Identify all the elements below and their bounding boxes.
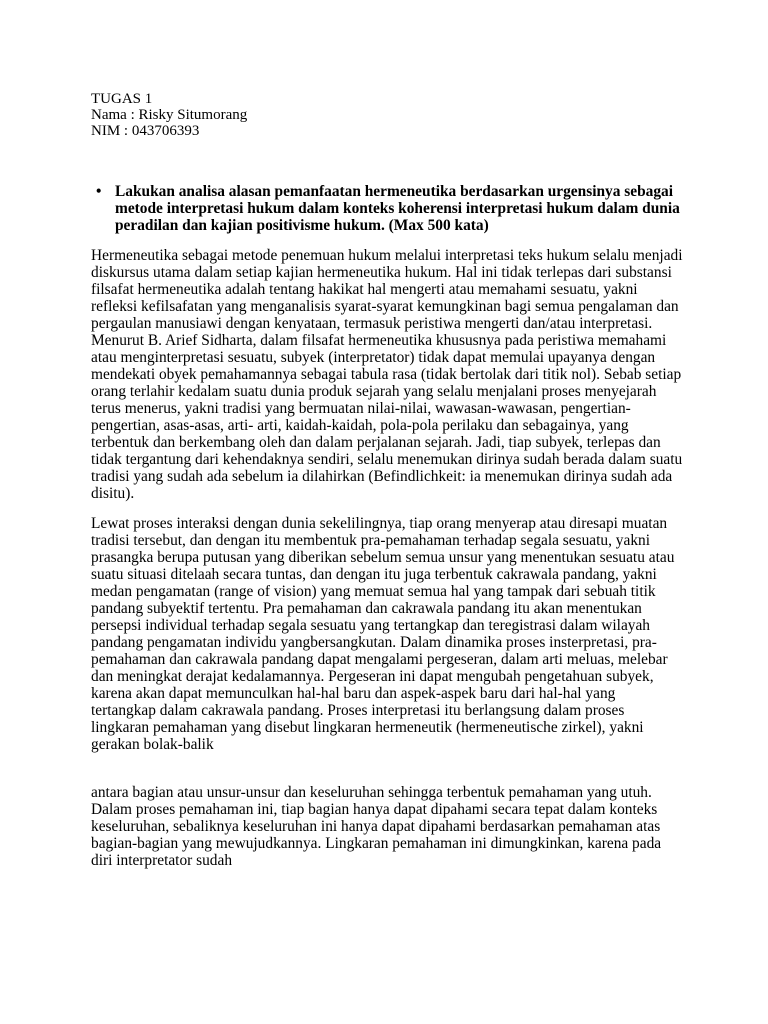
body-paragraph-1: Hermeneutika sebagai metode penemuan hukum melalui interpretasi teks hukum selalu menjadi diskursus utama dalam setiap kajian hermeneutika hukum. Hal ini tidak terlepas dari substansi filsafat hermeneutika adalah tentang hakikat hal mengerti atau memahami sesuatu, yakni refleksi kefilsafatan yang menganalisis syarat-syarat kemungkinan bagi semua pengalaman dan pergaulan manusiawi dengan kenyataan, termasuk peristiwa mengerti dan/atau interpretasi. Menurut B. Arief Sidharta, dalam filsafat hermeneutika khususnya pada peristiwa memahami atau menginterpretasi sesuatu, subyek (interpretator) tidak dapat memulai upayanya dengan mendekati obyek pemahamannya sebagai tabula rasa (tidak bertolak dari titik nol). Sebab setiap orang terlahir kedalam suatu dunia produk sejarah yang selalu menjalani proses menyejarah terus menerus, yakni tradisi yang bermuatan nilai-nilai, wawasan-wawasan, pengertian-pengertian, asas-asas, arti- arti, kaidah-kaidah, pola-pola perilaku dan sebagainya, yang terbentuk dan berkembang oleh dan dalam perjalanan sejarah. Jadi, tiap subyek, terlepas dan tidak tergantung dari kehendaknya sendiri, selalu menemukan dirinya sudah berada dalam suatu tradisi yang sudah ada sebelum ia dilahirkan (Befindlichkeit: ia menemukan dirinya sudah ada disitu).: [91, 247, 683, 502]
body-paragraph-3: antara bagian atau unsur-unsur dan keseluruhan sehingga terbentuk pemahaman yang utuh. Dalam proses pemahaman ini, tiap bagian hanya dapat dipahami secara tepat dalam konteks keseluruhan, sebaliknya keseluruhan ini hanya dapat dipahami berdasarkan pemahaman atas bagian-bagian yang mewujudkannya. Lingkaran pemahaman ini dimungkinkan, karena pada diri interpretator sudah: [91, 784, 662, 869]
question-text: Lakukan analisa alasan pemanfaatan hermeneutika berdasarkan urgensinya sebagai metode interpretasi hukum dalam konteks koherensi interpretasi hukum dalam dunia peradilan dan kajian positivisme hukum. (Max 500 kata): [115, 183, 680, 234]
bullet-icon: •: [96, 183, 102, 200]
student-nim: NIM : 043706393: [91, 123, 200, 139]
question-item: [91, 183, 683, 234]
body-paragraph-2: Lewat proses interaksi dengan dunia sekelilingnya, tiap orang menyerap atau diresapi muatan tradisi tersebut, dan dengan itu membentuk pra-pemahaman terhadap segala sesuatu, yakni prasangka berupa putusan yang diberikan sebelum semua unsur yang menentukan sesuatu atau suatu situasi ditelaah secara tuntas, dan dengan itu juga terbentuk cakrawala pandang, yakni medan pengamatan (range of vision) yang memuat semua hal yang tampak dari sebuah titik pandang subyektif tertentu. Pra pemahaman dan cakrawala pandang itu akan menentukan persepsi individual terhadap segala sesuatu yang tertangkap dan teregistrasi dalam wilayah pandang pengamatan individu yangbersangkutan. Dalam dinamika proses insterpretasi, pra-pemahaman dan cakrawala pandang dapat mengalami pergeseran, dalam arti meluas, melebar dan meningkat derajat kedalamannya. Pergeseran ini dapat mengubah pengetahuan subyek, karena akan dapat memunculkan hal-hal baru dan aspek-aspek baru dari hal-hal yang tertangkap dalam cakrawala pandang. Proses interpretasi itu berlangsung dalam proses lingkaran pemahaman yang disebut lingkaran hermeneutik (hermeneutische zirkel), yakni gerakan bolak-balik: [91, 515, 675, 753]
student-name: Nama : Risky Situmorang: [91, 107, 248, 123]
document-page: [91, 91, 683, 869]
assignment-title: TUGAS 1: [91, 91, 153, 107]
